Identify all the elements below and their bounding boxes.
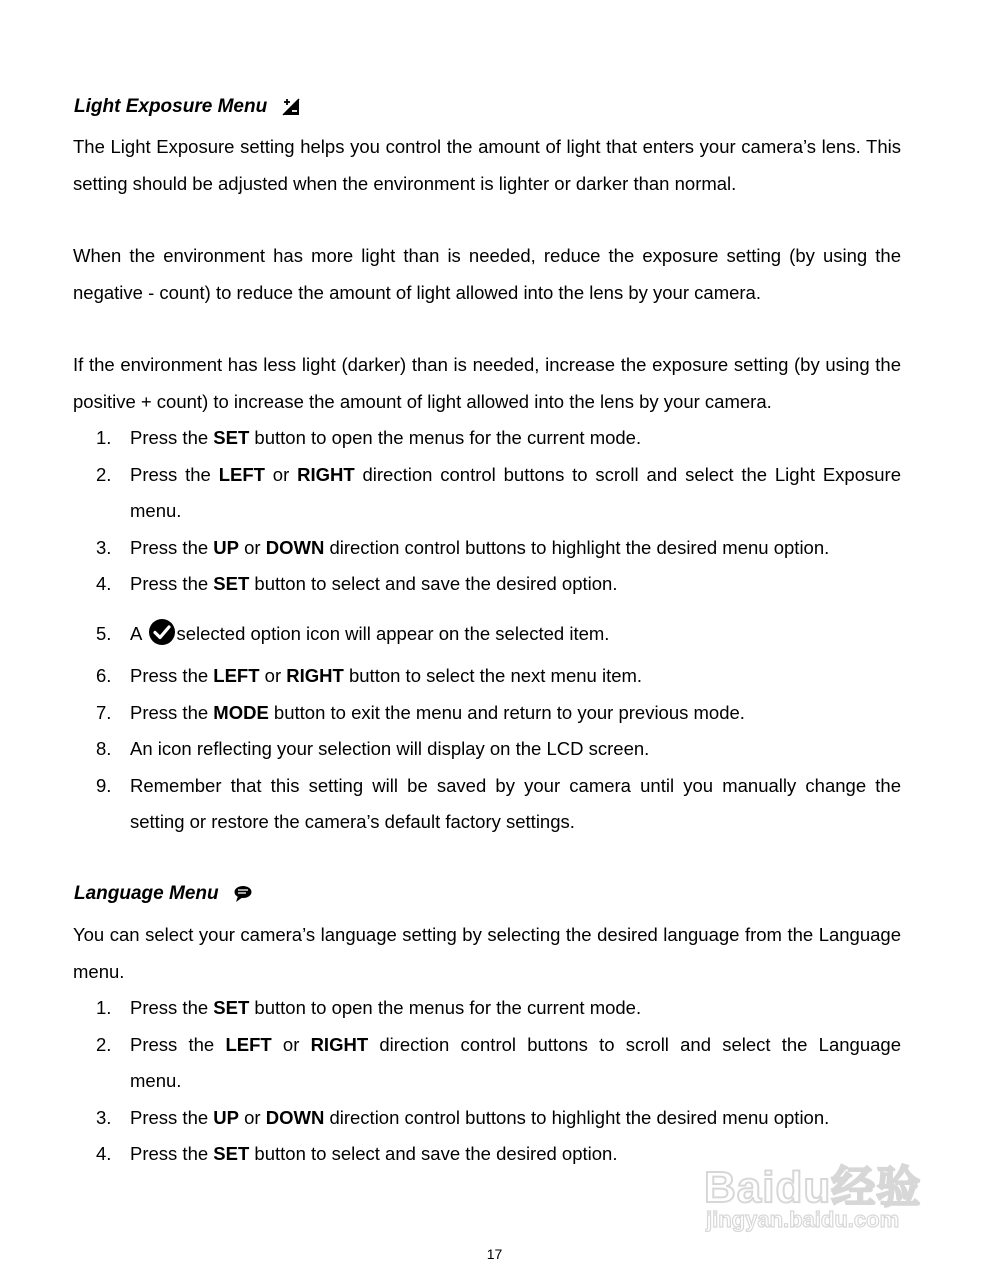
language-menu-heading [74, 882, 253, 906]
list-item: 9. Remember that this setting will be saved by your camera until you manually change the setting or restore the camera’s default factory settings. [96, 774, 901, 832]
watermark-brand: Baidu经验 [704, 1163, 922, 1212]
light-exposure-steps [73, 420, 901, 841]
page-number: 17 [486, 1246, 503, 1262]
list-item: 3. Press the UP or DOWN direction control buttons to highlight the desired menu option. [96, 1106, 830, 1128]
list-item: 6. Press the LEFT or RIGHT button to select the next menu item. [96, 665, 643, 686]
light-exposure-heading [74, 95, 301, 119]
list-item: 4. Press the SET button to select and save the desired option. [96, 573, 618, 594]
selected-checkmark-icon [148, 618, 176, 659]
baidu-jingyan-watermark [700, 1145, 940, 1245]
list-item: 7. Press the MODE button to exit the menu and return to your previous mode. [96, 701, 745, 723]
list-item: 4. Press the SET button to select and save the desired option. [96, 1143, 618, 1164]
watermark-url: jingyan.baidu.com [706, 1207, 900, 1232]
list-item: 1. Press the SET button to open the menus for the current mode. [96, 427, 642, 448]
list-item: 5. A selected option icon will appear on the selected item. [73, 616, 901, 659]
light-exposure-intro: The Light Exposure setting helps you control the amount of light that enters your camera’s lens. This setting should be adjusted when the environment is lighter or darker than normal. [73, 136, 901, 194]
light-exposure-title: Light Exposure Menu [74, 96, 268, 117]
list-item: 3. Press the UP or DOWN direction control buttons to highlight the desired menu option. [96, 536, 830, 558]
list-item: 2. Press the LEFT or RIGHT direction control buttons to scroll and select the Light Exposure menu. [96, 463, 901, 521]
light-exposure-para-2: When the environment has more light than is needed, reduce the exposure setting (by using the negative - count) to reduce the amount of light allowed into the lens by your camera. [73, 245, 901, 303]
language-intro: You can select your camera’s language setting by selecting the desired language from the Language menu. [73, 924, 901, 982]
language-speech-bubble-icon [233, 885, 253, 903]
light-exposure-para-3: If the environment has less light (darker) than is needed, increase the exposure setting (by using the positive + count) to increase the amount of light allowed into the lens by your camera. [73, 354, 901, 412]
list-item: 1. Press the SET button to open the menus for the current mode. [96, 997, 642, 1018]
list-item: 8. An icon reflecting your selection will display on the LCD screen. [96, 738, 650, 759]
language-menu-title: Language Menu [74, 883, 219, 904]
exposure-compensation-icon [281, 97, 301, 117]
list-item: 2. Press the LEFT or RIGHT direction control buttons to scroll and select the Language menu. [96, 1033, 901, 1091]
